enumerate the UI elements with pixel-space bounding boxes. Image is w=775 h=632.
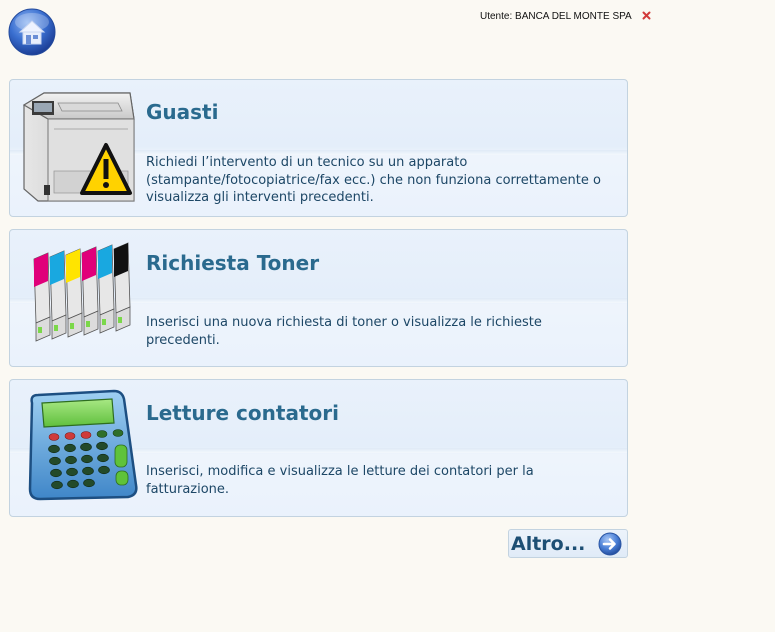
card-title: Guasti (146, 100, 219, 124)
calculator-icon (18, 389, 138, 505)
toner-cartridges-icon (18, 239, 138, 347)
card-description: Inserisci, modifica e visualizza le letture dei contatori per la fatturazione. (146, 464, 534, 497)
card-title: Letture contatori (146, 401, 339, 425)
close-icon (642, 11, 651, 20)
home-button[interactable] (8, 8, 56, 56)
arrow-right-icon (598, 532, 622, 560)
more-label: Altro... (511, 533, 586, 555)
card-letture-contatori[interactable] (9, 379, 628, 517)
more-button[interactable] (508, 529, 628, 558)
card-guasti[interactable] (9, 79, 628, 217)
user-info (480, 11, 651, 22)
card-description: Inserisci una nuova richiesta di toner o visualizza le richieste precedenti. (146, 315, 542, 348)
user-label: Utente: BANCA DEL MONTE SPA (480, 11, 632, 22)
card-richiesta-toner[interactable] (9, 229, 628, 367)
logout-button[interactable] (642, 11, 651, 20)
card-description: Richiedi l’intervento di un tecnico su un apparato (stampante/fotocopiatrice/fax ecc.) che non funziona correttamente o visualizza gli interventi precedenti. (146, 155, 601, 205)
printer-warning-icon (18, 89, 138, 211)
home-icon (8, 8, 56, 56)
card-title: Richiesta Toner (146, 251, 320, 275)
